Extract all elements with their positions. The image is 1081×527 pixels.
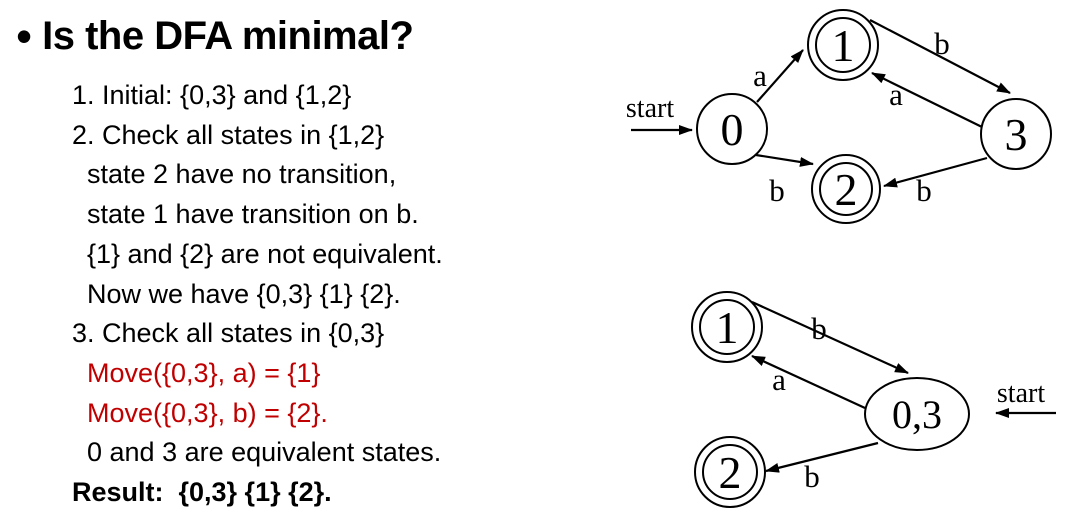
step-line-4: state 1 have transition on b. <box>87 199 419 230</box>
step-line-2: 2. Check all states in {1,2} <box>72 119 385 150</box>
edge-label-3-1-a: a <box>889 77 903 112</box>
step-line-7: 3. Check all states in {0,3} <box>72 318 385 349</box>
step-line-6: Now we have {0,3} {1} {2}. <box>87 278 401 309</box>
result-line: Result: {0,3} {1} {2}. <box>72 477 332 508</box>
edge-3-to-2 <box>884 158 987 186</box>
start-label: start <box>625 93 675 124</box>
edge-label-03-1-a: a <box>772 362 786 397</box>
state-0-label: 0 <box>720 104 744 155</box>
step-line-1: 1. Initial: {0,3} and {1,2} <box>72 80 352 110</box>
minimization-steps <box>0 76 545 513</box>
state-1-label: 1 <box>715 302 739 353</box>
bullet-icon: • <box>16 10 33 62</box>
edge-label-0-2-b: b <box>769 173 785 208</box>
edge-label-1-03-b: b <box>811 311 827 346</box>
edge-03-to-1 <box>752 356 865 408</box>
edge-label-3-2-b: b <box>916 173 932 208</box>
page-title: Is the DFA minimal? <box>42 14 414 58</box>
state-03-label: 0,3 <box>892 392 942 437</box>
dfa-minimized-diagram <box>540 263 1081 527</box>
edge-label-1-3-b: b <box>934 26 950 61</box>
edge-label-0-1-a: a <box>753 58 767 93</box>
state-2-label: 2 <box>834 164 858 215</box>
title-row <box>16 10 413 62</box>
step-line-10: 0 and 3 are equivalent states. <box>87 437 442 468</box>
state-3-label: 3 <box>1004 109 1028 160</box>
state-1-label: 1 <box>831 20 855 71</box>
edge-label-03-2-b: b <box>804 459 820 494</box>
step-line-move-a: Move({0,3}, a) = {1} <box>87 357 321 388</box>
edge-03-to-2 <box>766 443 878 471</box>
step-line-5: {1} and {2} are not equivalent. <box>87 238 443 269</box>
edge-0-to-2 <box>756 155 813 164</box>
step-line-3: state 2 have no transition, <box>87 159 397 190</box>
dfa-original-diagram <box>540 0 1081 263</box>
state-2-label: 2 <box>718 447 742 498</box>
step-line-move-b: Move({0,3}, b) = {2}. <box>87 397 328 428</box>
start-label: start <box>996 378 1046 409</box>
